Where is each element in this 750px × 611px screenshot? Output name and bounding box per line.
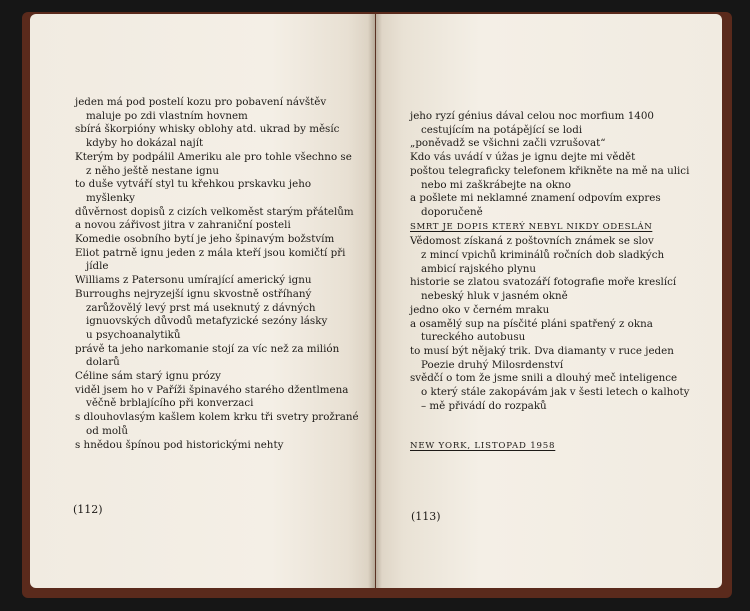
text-line: s hnědou špínou pod historickými nehty	[75, 438, 284, 451]
left-page-text	[75, 96, 359, 452]
text-line: nebeský hluk v jasném okně	[421, 290, 568, 303]
right-page-number: (113)	[411, 510, 441, 523]
text-line: z mincí vpichů kriminálů ročních dob sladkých	[421, 249, 665, 262]
text-line: cestujícím na potápějící se lodi	[421, 123, 583, 136]
text-line: „poněvadž se všichni začli vzrušovat“	[410, 137, 606, 150]
text-line: Kdo vás uvádí v úžas je ignu dejte mi vědět	[410, 151, 636, 164]
text-line: z něho ještě nestane ignu	[86, 164, 220, 177]
text-line: poštou telegraficky telefonem křikněte na mě na ulici	[410, 164, 690, 177]
section-heading: SMRT JE DOPIS KTERÝ NEBYL NIKDY ODESLÁN	[410, 221, 653, 232]
text-line: o který stále zakopávám jak v šesti letech o kalhoty	[421, 386, 690, 399]
text-line: viděl jsem ho v Paříži špinavého starého džentlmena	[75, 383, 349, 396]
text-line: věčně brblajícího při konverzaci	[86, 397, 254, 410]
text-line: a osamělý sup na písčité pláni spatřený z okna	[410, 317, 653, 330]
text-line: ambicí rajského plynu	[421, 262, 537, 275]
text-line: Burroughs nejryzejší ignu skvostně ostříhaný	[75, 287, 312, 300]
text-line: Komedie osobního bytí je jeho špinavým božstvím	[75, 233, 335, 246]
section-text	[410, 235, 689, 413]
text-line: a pošlete mi neklamné znamení odpovím expres	[410, 192, 661, 205]
text-line: to duše vytváří styl tu křehkou prskavku jeho	[75, 178, 312, 191]
text-line: jedno oko v černém mraku	[410, 303, 550, 316]
text-line: jídle	[86, 260, 109, 273]
text-line: Vědomost získaná z poštovních známek se slov	[410, 235, 654, 248]
text-line: u psychoanalytiků	[86, 328, 181, 341]
text-line: důvěrnost dopisů z cizích velkoměst starým přátelům	[75, 205, 354, 218]
text-line: sbírá škorpióny whisky oblohy atd. ukrad by měsíc	[75, 123, 340, 136]
text-line: s dlouhovlasým kašlem kolem krku tři svetry prožrané	[75, 411, 359, 424]
text-line: dolarů	[86, 356, 120, 369]
text-line: jeho ryzí génius dával celou noc morfium 1400	[410, 110, 654, 122]
right-page-text	[410, 110, 689, 413]
text-line: od molů	[86, 424, 128, 437]
text-line: to musí být nějaký trik. Dva diamanty v ruce jeden	[410, 344, 674, 357]
text-line: právě ta jeho narkomanie stojí za víc než za milión	[75, 342, 340, 355]
text-line: svědčí o tom že jsme snili a dlouhý meč inteligence	[410, 372, 678, 385]
text-line: Williams z Patersonu umírající americký ignu	[75, 274, 312, 287]
dateline: NEW YORK, LISTOPAD 1958	[410, 441, 556, 451]
text-line: jeden má pod postelí kozu pro pobavení návštěv	[75, 96, 327, 108]
text-line: doporučeně	[421, 205, 483, 218]
text-line: myšlenky	[86, 191, 135, 204]
text-line: Céline sám starý ignu prózy	[75, 370, 221, 383]
poem-continuation	[410, 110, 689, 220]
text-line: Kterým by podpálil Ameriku ale pro tohle všechno se	[75, 150, 352, 163]
text-line: a novou zářivost jitra v zahraniční posteli	[75, 219, 291, 232]
text-line: maluje po zdi vlastním hovnem	[86, 109, 248, 122]
text-line: nebo mi zaškrábejte na okno	[421, 178, 571, 191]
text-line: ignuovských důvodů metafyzické sezóny lásky	[86, 315, 328, 328]
text-line: Poezie druhý Milosrdenství	[421, 358, 564, 371]
text-line: tureckého autobusu	[421, 331, 526, 344]
text-line: – mě přivádí do rozpaků	[421, 399, 547, 412]
text-line: kdyby ho dokázal najít	[86, 137, 204, 150]
text-line: historie se zlatou svatozáří fotografie moře kreslící	[410, 276, 677, 289]
text-line: Eliot patrně ignu jeden z mála kteří jsou komičtí při	[75, 246, 346, 259]
text-line: zarůžovělý levý prst má useknutý z dávných	[86, 301, 316, 314]
left-page-number: (112)	[73, 503, 103, 516]
book-gutter	[368, 14, 382, 588]
